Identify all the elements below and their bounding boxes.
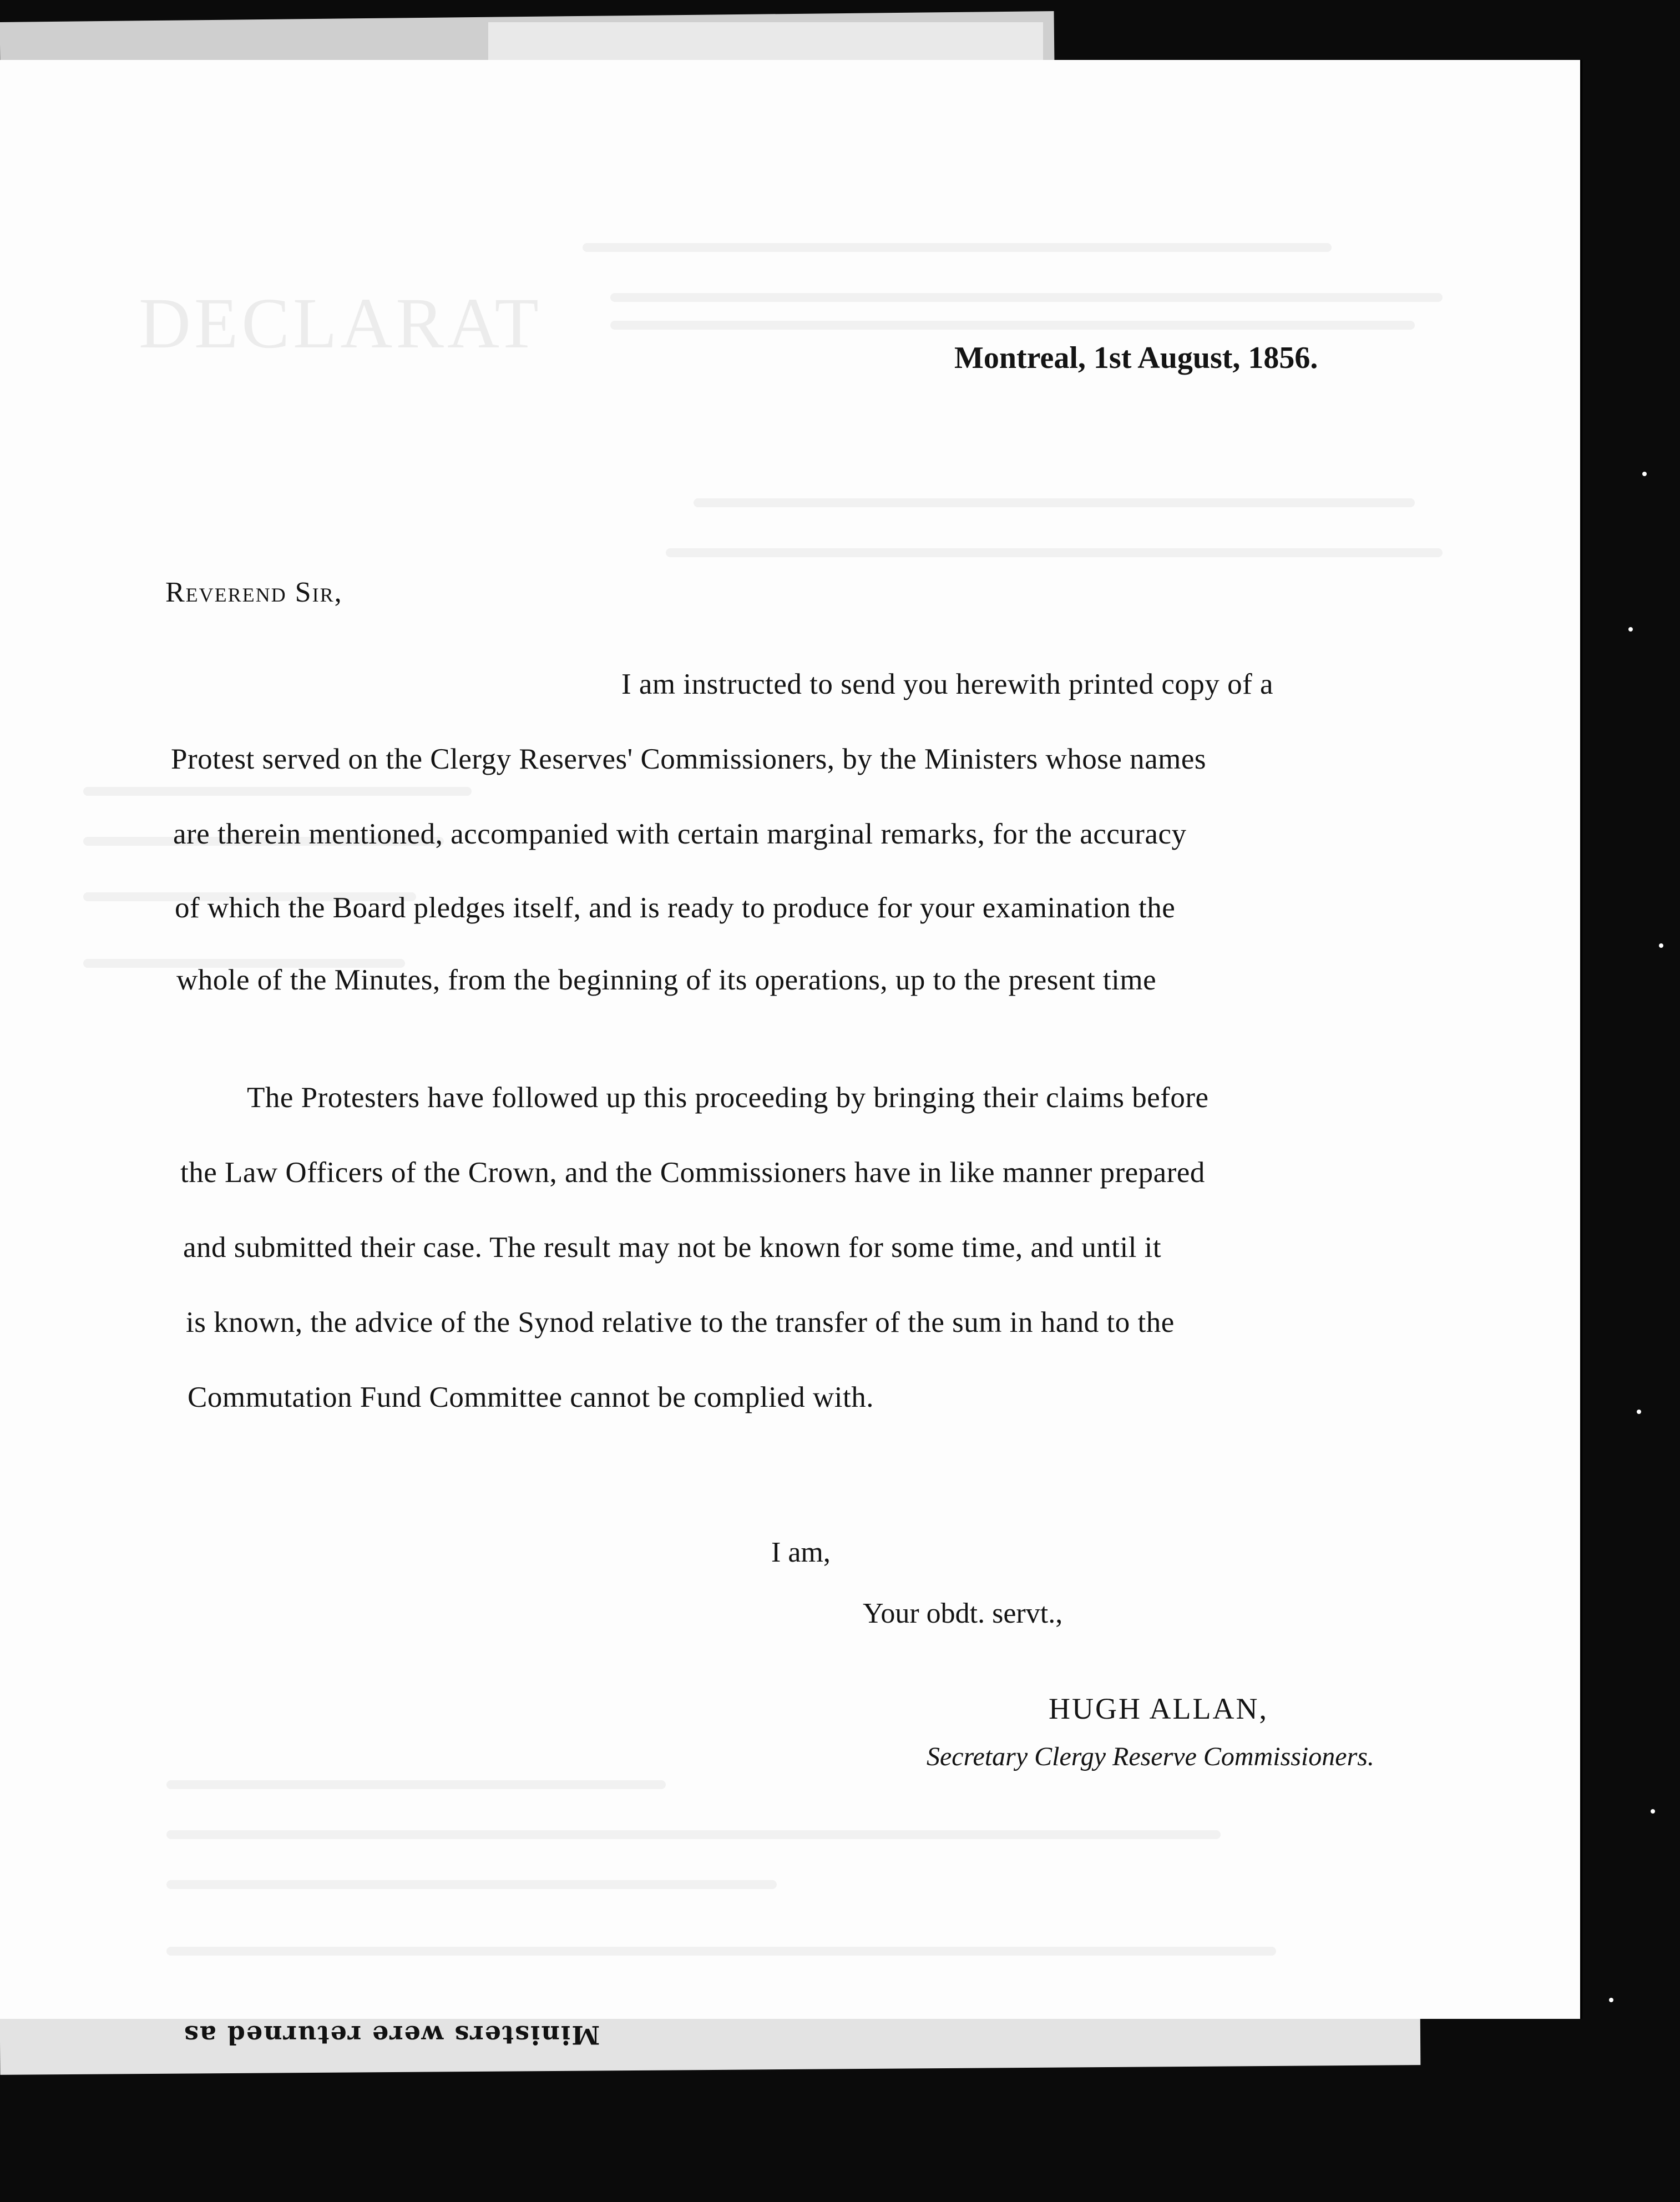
- paragraph-2-line: Commutation Fund Committee cannot be complied with.: [188, 1381, 874, 1413]
- show-through-line: [666, 548, 1443, 557]
- letter-page: [0, 60, 1580, 2019]
- dateline: Montreal, 1st August, 1856.: [954, 341, 1318, 375]
- paragraph-1-line: Protest served on the Clergy Reserves' Commissioners, by the Ministers whose names: [171, 743, 1207, 775]
- show-through-line: [694, 498, 1415, 507]
- paragraph-2-line: is known, the advice of the Synod relative to the transfer of the sum in hand to the: [186, 1306, 1175, 1339]
- show-through-line: [83, 787, 472, 796]
- salutation: Reverend Sir,: [165, 577, 343, 608]
- signature-name: HUGH ALLAN,: [1049, 1692, 1268, 1725]
- underlying-sheet-text: Ministers were returned as: [183, 2020, 600, 2050]
- show-through-line: [166, 1947, 1276, 1956]
- closing-line: I am,: [771, 1537, 831, 1568]
- closing-line: Your obdt. servt.,: [863, 1598, 1063, 1629]
- signature-title: Secretary Clergy Reserve Commissioners.: [927, 1742, 1374, 1771]
- show-through-line: [610, 321, 1415, 330]
- paragraph-1-line: are therein mentioned, accompanied with certain marginal remarks, for the accuracy: [173, 818, 1187, 850]
- paragraph-2-line: the Law Officers of the Crown, and the Commissioners have in like manner prepared: [180, 1156, 1205, 1189]
- paragraph-2-line: and submitted their case. The result may not be known for some time, and until it: [183, 1231, 1162, 1264]
- paragraph-1-line: I am instructed to send you herewith printed copy of a: [621, 668, 1274, 700]
- show-through-line: [166, 1780, 666, 1789]
- show-through-line: [610, 293, 1443, 302]
- show-through-line: [583, 243, 1332, 252]
- paragraph-1-line: of which the Board pledges itself, and is ready to produce for your examination the: [175, 892, 1176, 924]
- show-through-title: DECLARAT: [139, 284, 542, 363]
- show-through-line: [166, 1880, 777, 1889]
- paragraph-2-line: The Protesters have followed up this proceeding by bringing their claims before: [247, 1082, 1209, 1114]
- paragraph-1-line: whole of the Minutes, from the beginning of its operations, up to the present time: [176, 964, 1157, 996]
- show-through-line: [166, 1830, 1221, 1839]
- underlying-sheet-tab: [488, 22, 1043, 64]
